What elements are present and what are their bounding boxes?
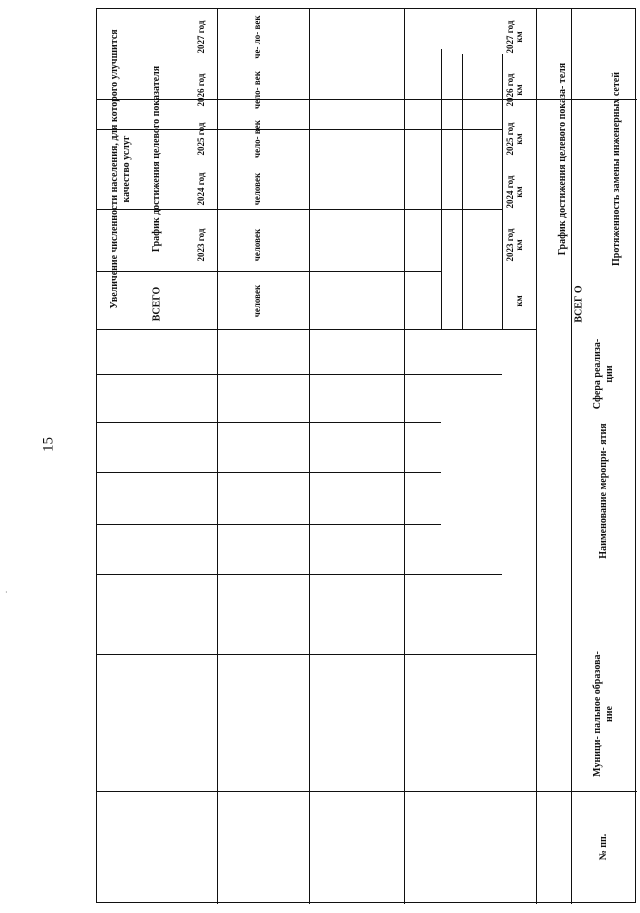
grid-line-vertical [309,9,310,904]
grid-line-horizontal [97,791,637,792]
header-length-group: Протяженность замены инженерных сетей [611,72,623,266]
grid-line-horizontal [97,654,536,655]
unit-p-2024: человек [251,172,262,206]
header-l-2026: 2026 год [505,73,516,107]
header-l-2025: 2025 год [505,122,516,156]
header-num: № пп. [598,833,610,861]
header-p-2027: 2027 год [196,20,207,54]
header-length-total: ВСЕГ О [573,285,585,323]
unit-l-2025: км [513,133,524,145]
header-pop-schedule: График достижения целевого показателя [151,65,163,253]
grid-line-horizontal [97,472,441,473]
header-p-2026: 2026 год [196,73,207,107]
header-p-2023: 2023 год [196,228,207,262]
grid-line-vertical [441,49,442,329]
header-p-2025: 2025 год [196,122,207,156]
unit-l-2023: км [513,239,524,251]
header-pop-group: Увеличение численности населения, для которого улучшится качество услуг [109,29,132,309]
unit-p-2026: чело- век [251,71,262,109]
grid-line-horizontal [97,524,441,525]
unit-length-total: км [513,295,524,307]
unit-p-2025: чело- век [251,120,262,158]
unit-l-2024: км [513,186,524,198]
grid-line-vertical [536,9,537,904]
header-pop-total: ВСЕГО [151,286,163,322]
unit-p-2027: че- ло- век [251,15,262,59]
grid-line-horizontal [97,329,536,330]
header-length-schedule: График достижения целевого показа- теля [557,62,569,256]
header-sphere: Сфера реализа- ции [592,338,615,410]
header-l-2027: 2027 год [505,20,516,54]
page-number: 15 [40,437,57,452]
header-l-2024: 2024 год [505,175,516,209]
grid-line-vertical [217,9,218,904]
data-table [96,8,636,903]
header-municipality: Муници- пальное образова- ние [592,651,615,777]
grid-line-horizontal [97,574,502,575]
grid-line-vertical [404,9,405,904]
header-l-2023: 2023 год [505,228,516,262]
grid-line-vertical [462,54,463,329]
unit-p-2023: человек [251,228,262,262]
grid-line-horizontal [97,422,441,423]
header-activity: Наименование меропри- ятия [598,423,610,559]
scan-artifact: · [5,588,8,597]
header-p-2024: 2024 год [196,172,207,206]
unit-l-2027: км [513,31,524,43]
grid-line-horizontal [97,374,502,375]
unit-l-2026: км [513,84,524,96]
unit-pop-total: человек [251,284,262,318]
